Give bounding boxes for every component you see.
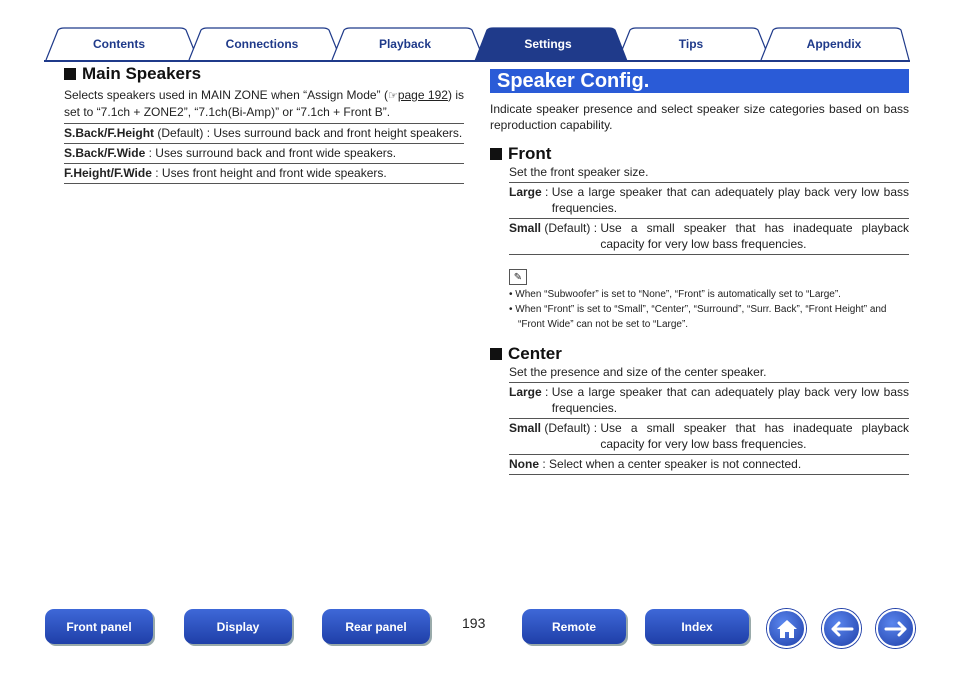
main-speakers-heading: Main Speakers — [82, 64, 202, 83]
option-desc: Uses surround back and front height speakers. — [213, 126, 463, 140]
section-heading — [490, 144, 909, 164]
tab-appendix[interactable]: Appendix — [806, 37, 862, 51]
option-term: S.Back/F.Height — [64, 126, 155, 140]
option-desc: Uses surround back and front wide speakers. — [155, 146, 397, 160]
option-desc: Use a large speaker that can adequately play back very low bass frequencies. — [551, 385, 909, 415]
pencil-note-icon: ✎ — [509, 269, 527, 285]
note-text: When “Subwoofer” is set to “None”, “Front” is automatically set to “Large”. — [515, 289, 841, 300]
tab-connections[interactable]: Connections — [225, 37, 299, 51]
option-qualifier: (Default) : — [154, 126, 214, 140]
center-options — [509, 382, 909, 475]
forward-arrow-icon — [884, 621, 908, 637]
option-row — [509, 182, 909, 218]
note-text: When “Front” is set to “Small”, “Center”, “Surround”, “Surr. Back”, “Front Height” and “Front Wide” can not be set to “Large”. — [515, 304, 887, 330]
front-heading: Front — [508, 144, 552, 163]
center-heading: Center — [508, 344, 562, 363]
option-desc: Select when a center speaker is not connected. — [549, 457, 802, 471]
front-notes — [509, 287, 909, 332]
home-icon — [776, 619, 798, 639]
option-term: Large — [509, 385, 542, 399]
front-subsection — [490, 144, 909, 332]
note-item: • When “Front” is set to “Small”, “Center”, “Surround”, “Surr. Back”, “Front Height” and “Front Wide” can not be set to “Large”. — [509, 304, 887, 330]
option-term: S.Back/F.Wide — [64, 146, 146, 160]
option-row — [64, 143, 464, 163]
option-term: Small — [509, 421, 542, 435]
center-subsection — [490, 344, 909, 475]
option-term: None — [509, 457, 539, 471]
speaker-config-section — [490, 69, 909, 475]
option-desc: Use a small speaker that has inadequate playback capacity for very low bass frequencies. — [600, 421, 909, 451]
bullet-square-icon — [490, 148, 502, 160]
section-heading — [64, 64, 464, 84]
option-row — [509, 218, 909, 255]
page-192-link[interactable]: page 192 — [397, 88, 448, 102]
back-button[interactable] — [822, 609, 861, 648]
tab-settings[interactable]: Settings — [524, 37, 572, 51]
display-button[interactable]: Display — [184, 609, 292, 644]
page-number: 193 — [462, 615, 486, 631]
index-button[interactable]: Index — [645, 609, 749, 644]
front-options — [509, 182, 909, 255]
option-qualifier: : — [541, 385, 552, 399]
tab-contents[interactable]: Contents — [93, 37, 145, 51]
option-qualifier: (Default) : — [541, 421, 601, 435]
option-qualifier: : — [541, 185, 552, 199]
front-description: Set the front speaker size. — [509, 165, 649, 179]
front-panel-button[interactable]: Front panel — [45, 609, 153, 644]
option-row — [509, 454, 909, 475]
note-item: • When “Subwoofer” is set to “None”, “Front” is automatically set to “Large”. — [509, 289, 841, 300]
option-qualifier: : — [539, 457, 550, 471]
option-desc: Use a small speaker that has inadequate playback capacity for very low bass frequencies. — [600, 221, 909, 251]
page-title: Speaker Config. — [490, 69, 909, 93]
tab-playback[interactable]: Playback — [378, 37, 432, 51]
option-row — [509, 382, 909, 418]
main-speakers-section — [64, 64, 464, 184]
option-term: Large — [509, 185, 542, 199]
tab-tips[interactable]: Tips — [678, 37, 704, 51]
option-qualifier: (Default) : — [541, 221, 601, 235]
option-term: F.Height/F.Wide — [64, 166, 152, 180]
remote-button[interactable]: Remote — [522, 609, 626, 644]
bullet-square-icon — [490, 348, 502, 360]
main-speakers-description — [64, 87, 464, 120]
description-part-a: Selects speakers used in MAIN ZONE when “Assign Mode” ( — [64, 88, 388, 102]
option-qualifier: : — [151, 166, 162, 180]
center-description: Set the presence and size of the center speaker. — [509, 365, 767, 379]
option-row — [509, 418, 909, 454]
page-ref-icon: ☞ — [387, 90, 398, 102]
bullet-square-icon — [64, 68, 76, 80]
intro-text: Indicate speaker presence and select speaker size categories based on bass reproduction capability. — [490, 102, 909, 132]
option-term: Small — [509, 221, 542, 235]
main-speakers-options — [64, 123, 464, 184]
tab-underline — [44, 60, 910, 62]
option-row — [64, 123, 464, 143]
section-heading — [490, 344, 909, 364]
tab-bar — [44, 27, 910, 61]
option-desc: Uses front height and front wide speakers. — [161, 166, 387, 180]
rear-panel-button[interactable]: Rear panel — [322, 609, 430, 644]
back-arrow-icon — [830, 621, 854, 637]
option-qualifier: : — [145, 146, 156, 160]
option-desc: Use a large speaker that can adequately play back very low bass frequencies. — [551, 185, 909, 215]
description-part-b: ) is set to “7.1ch + ZONE2”, “7.1ch(Bi-Amp)” or “7.1ch + Front B”. — [64, 88, 464, 119]
option-row — [64, 163, 464, 184]
home-button[interactable] — [767, 609, 806, 648]
forward-button[interactable] — [876, 609, 915, 648]
